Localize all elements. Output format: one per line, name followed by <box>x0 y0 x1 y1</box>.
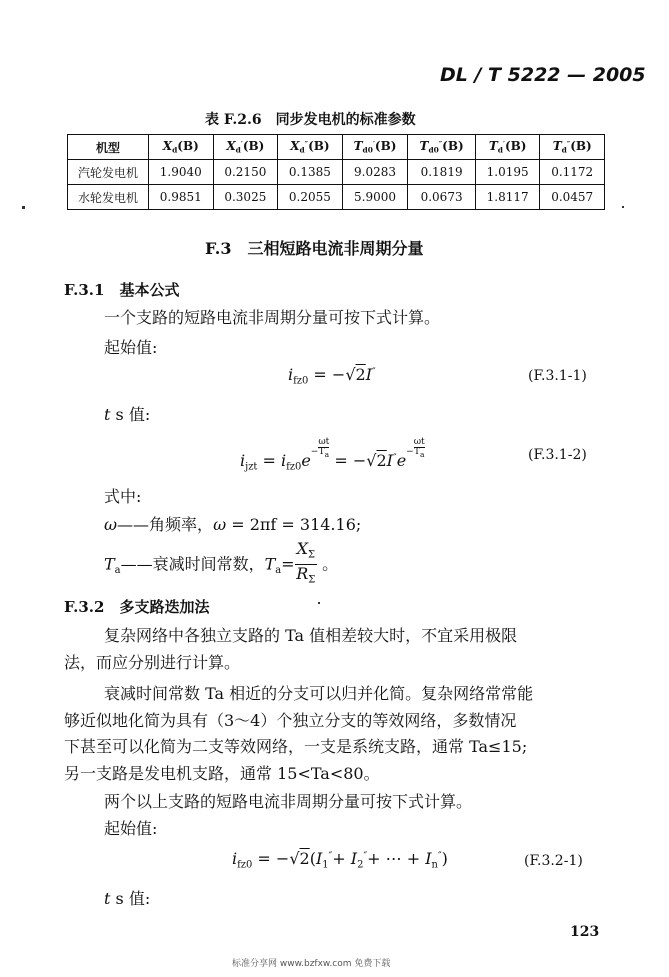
paragraph: 复杂网络中各独立支路的 Ta 值相差较大时，不宜采用极限 <box>104 626 518 645</box>
table-header: $T_d''(B)$ <box>540 135 605 160</box>
paragraph: t s 值: <box>104 889 151 908</box>
table-cell: 0.2150 <box>213 160 278 185</box>
table-cell: 0.9851 <box>149 185 214 210</box>
scan-speck <box>22 206 25 209</box>
table-cell: 水轮发电机 <box>68 185 149 210</box>
table-header: $X_d'(B)$ <box>213 135 278 160</box>
table-header: $X_d(B)$ <box>149 135 214 160</box>
formula-f311: $i_{fz0} = -√2I''$ <box>288 365 376 387</box>
paragraph: 下甚至可以化简为二支等效网络，一支是系统支路，通常 Ta≤15; <box>64 737 528 756</box>
footer-watermark: 标准分享网 www.bzfxw.com 免费下载 <box>232 959 391 969</box>
formula-f321: $i_{fz0} = -√2(I_1''+ I_2''+$ ⋯ + $I_n''$) <box>232 849 448 871</box>
table-cell: 1.8117 <box>475 185 540 210</box>
paragraph: 够近似地化简为具有（3～4）个独立分支的等效网络，多数情况 <box>64 711 517 730</box>
scan-speck <box>318 602 320 604</box>
table-cell: 1.0195 <box>475 160 540 185</box>
table-cell: 0.1385 <box>278 160 343 185</box>
equation-number: (F.3.2-1) <box>524 853 583 869</box>
ta-definition: $T_a——$衰减时间常数，$T_a=$ $\frac{X_\Sigma}{R_\Sigma}$ 。 <box>104 539 339 586</box>
paragraph: 法，而应分别进行计算。 <box>64 653 241 672</box>
paragraph: 两个以上支路的短路电流非周期分量可按下式计算。 <box>104 792 473 811</box>
table-header: $T_d'(B)$ <box>475 135 540 160</box>
section-heading: F.3 三相短路电流非周期分量 <box>205 239 424 258</box>
table-cell: 0.3025 <box>213 185 278 210</box>
table-header: 机型 <box>68 135 149 160</box>
equation-number: (F.3.1-2) <box>528 447 587 463</box>
table-header: $T_{d0}'(B)$ <box>342 135 408 160</box>
scan-speck <box>622 206 624 208</box>
table-header-row <box>68 135 605 160</box>
paragraph: 衰减时间常数 Ta 相近的分支可以归并化简。复杂网络常常能 <box>104 684 534 703</box>
table-cell: 0.2055 <box>278 185 343 210</box>
table-header: $T_{d0}''(B)$ <box>408 135 476 160</box>
table-cell: 5.9000 <box>342 185 408 210</box>
omega-definition: ω——角频率，ω = 2πf = 314.16; <box>104 515 362 534</box>
subsection-heading: F.3.2 多支路迭加法 <box>64 598 210 616</box>
paragraph: t s 值: <box>104 405 151 424</box>
table-header: $X_d''(B)$ <box>278 135 343 160</box>
generator-parameters-table <box>67 134 605 210</box>
table-cell: 0.0673 <box>408 185 476 210</box>
document-code: DL / T 5222 — 2005 <box>440 64 646 86</box>
paragraph: 式中: <box>104 487 142 506</box>
paragraph: 起始值: <box>104 338 158 357</box>
paragraph: 起始值: <box>104 819 158 838</box>
table-cell: 9.0283 <box>342 160 408 185</box>
paragraph: 一个支路的短路电流非周期分量可按下式计算。 <box>104 308 441 327</box>
formula-f312: $i_{jzt} = i_{fz0}e-$ $\frac{\omega t}{T_a}$ = −√2I″e− $\frac{\omega t}{T_a}$ <box>240 437 425 473</box>
table-caption: 表 F.2.6 同步发电机的标准参数 <box>205 112 416 128</box>
table-cell: 1.9040 <box>149 160 214 185</box>
table-row <box>68 185 605 210</box>
page-number: 123 <box>570 924 600 940</box>
paragraph: 另一支路是发电机支路，通常 15<Ta<80。 <box>64 764 380 783</box>
equation-number: (F.3.1-1) <box>528 368 587 384</box>
table-cell: 0.1819 <box>408 160 476 185</box>
table-row <box>68 160 605 185</box>
table-cell: 0.0457 <box>540 185 605 210</box>
subsection-heading: F.3.1 基本公式 <box>64 281 180 299</box>
table-cell: 汽轮发电机 <box>68 160 149 185</box>
table-cell: 0.1172 <box>540 160 605 185</box>
